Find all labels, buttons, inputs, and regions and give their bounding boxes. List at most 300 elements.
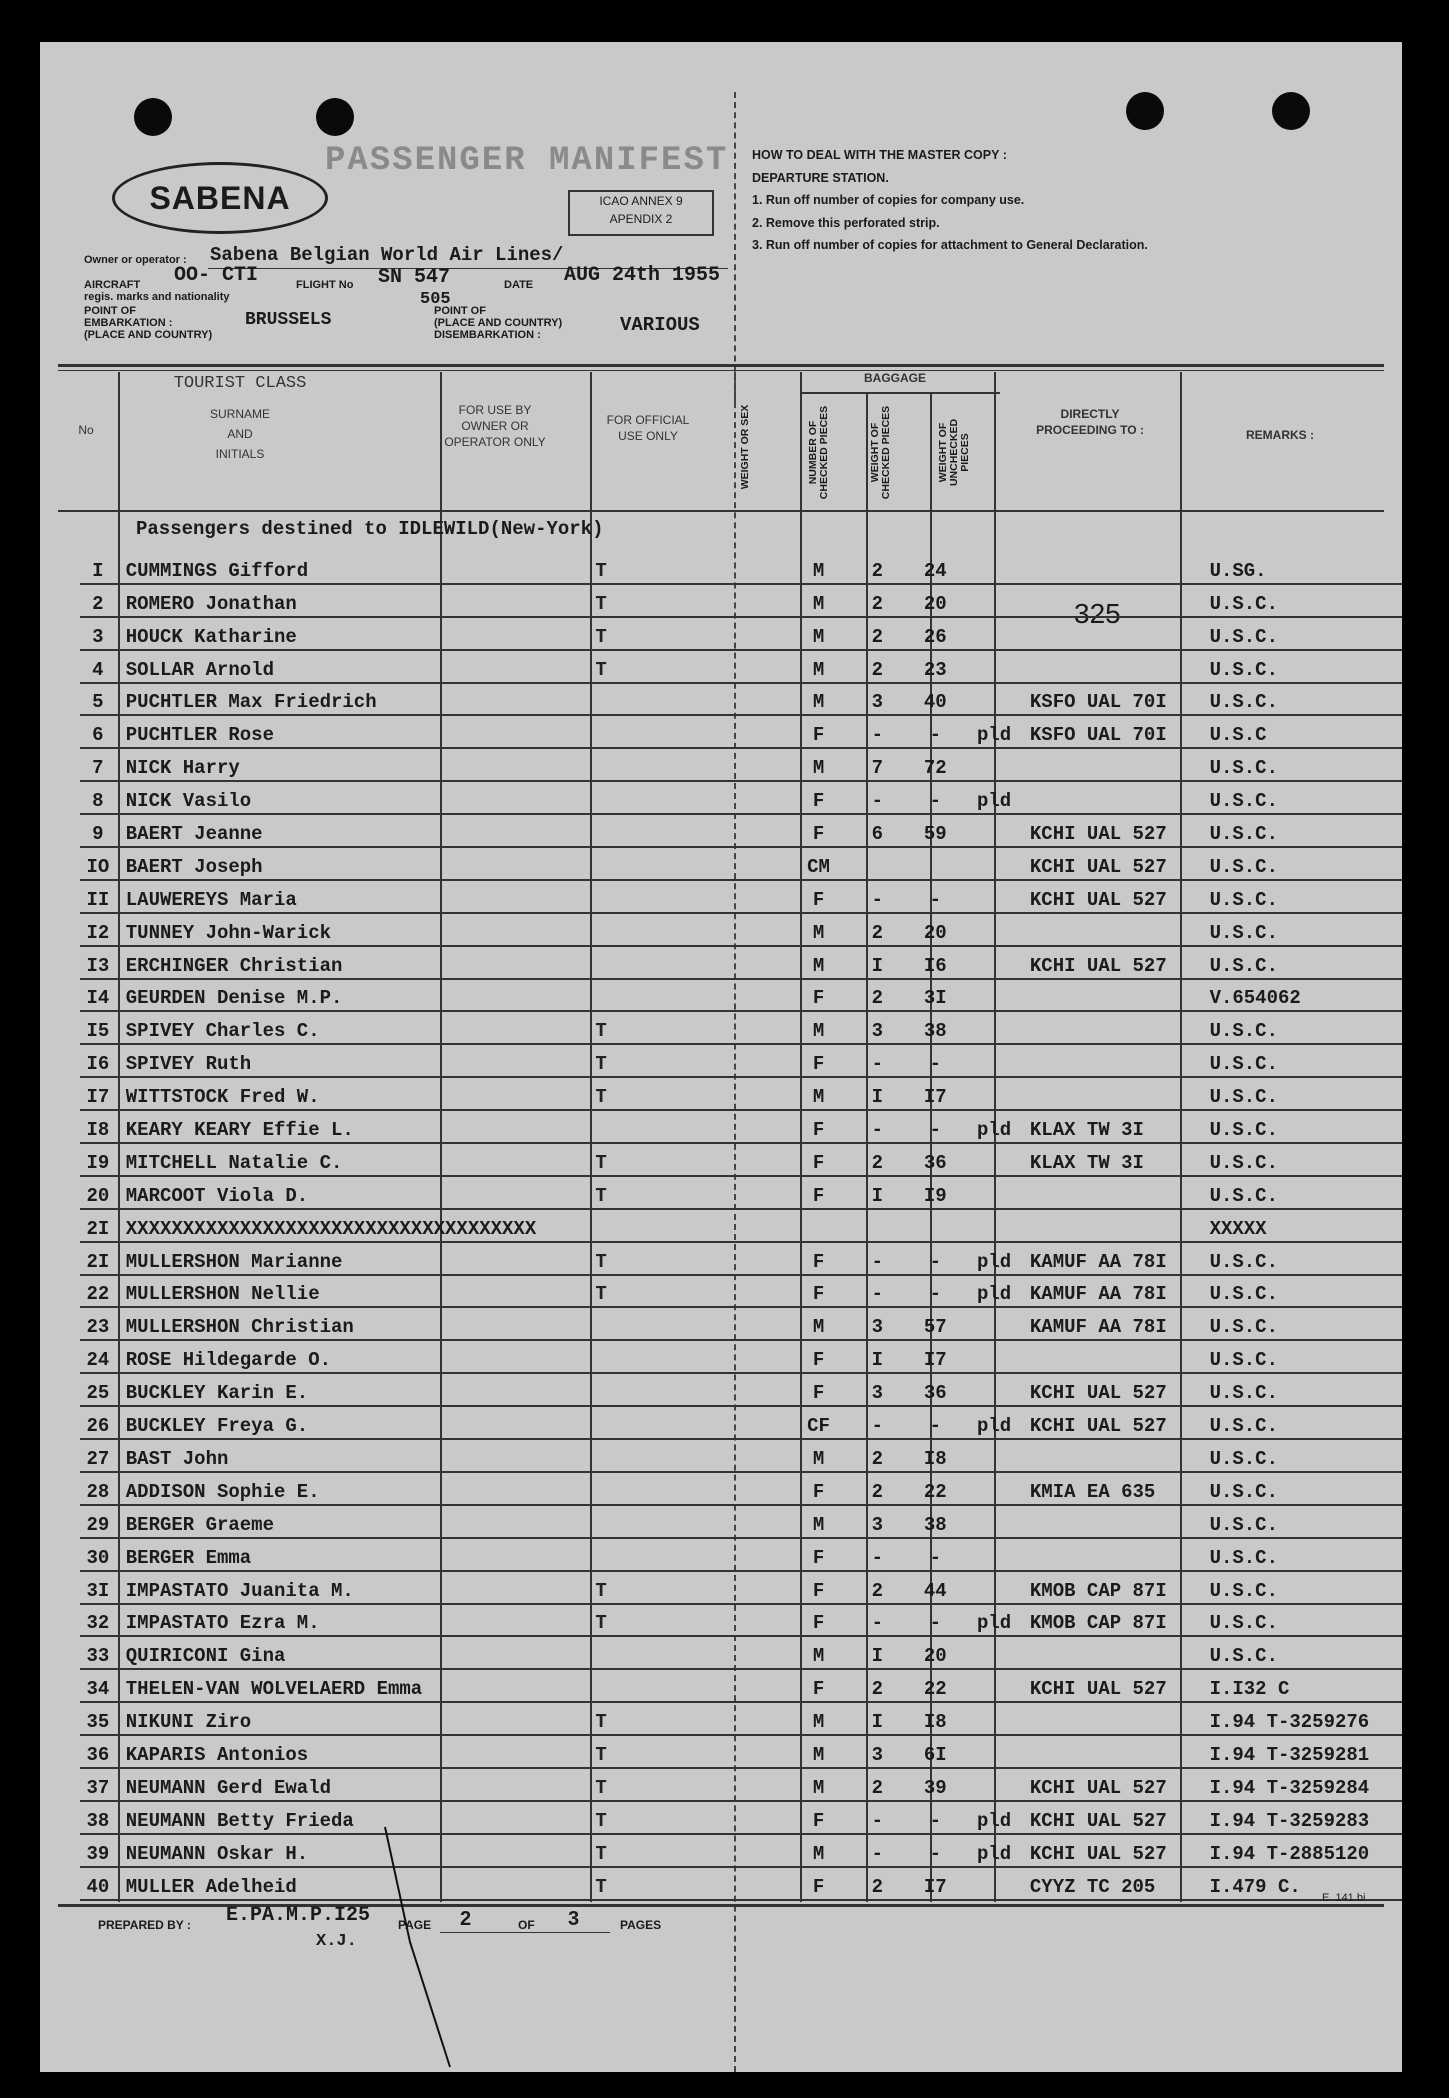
passenger-number: I9 — [80, 1143, 116, 1176]
weight-sex-cell: M — [789, 584, 849, 617]
aircraft-label: AIRCRAFT — [84, 279, 141, 291]
weight-sex-cell: F — [789, 715, 849, 748]
official-use-cell — [666, 1702, 789, 1735]
official-use-cell — [666, 979, 789, 1012]
checked-weight-cell: 38 — [906, 1505, 964, 1538]
passenger-number: 38 — [80, 1801, 116, 1834]
punch-hole-icon — [134, 98, 172, 136]
checked-weight-cell: 57 — [906, 1307, 964, 1340]
instruction-3: 3. Run off number of copies for attachment to General Declaration. — [752, 238, 1148, 252]
checked-weight-cell: - — [906, 880, 964, 913]
passenger-name: PUCHTLER Max Friedrich — [116, 683, 536, 716]
directly-proceeding-cell: KCHI UAL 527 — [1024, 880, 1204, 913]
checked-pieces-cell: 2 — [848, 913, 906, 946]
col-header-owner-use: FOR USE BY OWNER OR OPERATOR ONLY — [444, 403, 546, 449]
table-row — [80, 1801, 1402, 1834]
checked-pieces-cell: - — [848, 1801, 906, 1834]
weight-sex-cell: M — [789, 946, 849, 979]
unchecked-weight-cell: pld — [964, 1275, 1024, 1308]
checked-pieces-cell: 2 — [848, 650, 906, 683]
checked-weight-cell: - — [906, 1110, 964, 1143]
unchecked-weight-cell: pld — [964, 1604, 1024, 1637]
unchecked-weight-cell: pld — [964, 781, 1024, 814]
directly-proceeding-cell: KLAX TW 3I — [1024, 1110, 1204, 1143]
checked-weight-cell: 44 — [906, 1571, 964, 1604]
punch-hole-icon — [1126, 92, 1164, 130]
official-use-cell — [666, 1242, 789, 1275]
checked-weight-cell: I7 — [906, 1077, 964, 1110]
checked-pieces-cell: - — [848, 715, 906, 748]
unchecked-weight-cell — [964, 683, 1024, 716]
owner-use-mark: T — [536, 1571, 666, 1604]
official-use-cell — [666, 584, 789, 617]
official-use-cell — [666, 1505, 789, 1538]
table-row — [80, 683, 1402, 716]
checked-pieces-cell: - — [848, 1834, 906, 1867]
checked-pieces-cell — [848, 1209, 906, 1242]
checked-weight-cell: I7 — [906, 1340, 964, 1373]
directly-proceeding-cell — [1024, 650, 1204, 683]
checked-pieces-cell: 2 — [848, 584, 906, 617]
passenger-name: QUIRICONI Gina — [116, 1636, 536, 1669]
official-use-cell — [666, 1176, 789, 1209]
owner-use-mark: T — [536, 1867, 666, 1900]
weight-sex-cell: F — [789, 1867, 849, 1900]
directly-proceeding-cell — [1024, 584, 1204, 617]
directly-proceeding-cell: KCHI UAL 527 — [1024, 1801, 1204, 1834]
owner-use-mark — [536, 1636, 666, 1669]
remarks-cell: I.94 T-3259283 — [1204, 1801, 1402, 1834]
passenger-name: BUCKLEY Freya G. — [116, 1406, 536, 1439]
punch-hole-icon — [316, 98, 354, 136]
remarks-cell: U.S.C. — [1204, 1275, 1402, 1308]
official-use-cell — [666, 781, 789, 814]
flight-alt-value: 505 — [420, 290, 451, 309]
owner-use-mark: T — [536, 1768, 666, 1801]
passenger-number: 32 — [80, 1604, 116, 1637]
owner-use-mark: T — [536, 1801, 666, 1834]
owner-use-mark: T — [536, 1735, 666, 1768]
passenger-name: NICK Harry — [116, 748, 536, 781]
checked-pieces-cell: - — [848, 1275, 906, 1308]
directly-proceeding-cell: KAMUF AA 78I — [1024, 1307, 1204, 1340]
unchecked-weight-cell — [964, 1077, 1024, 1110]
checked-weight-cell — [906, 847, 964, 880]
passenger-number: 3 — [80, 617, 116, 650]
table-row — [80, 1110, 1402, 1143]
weight-sex-cell: M — [789, 1011, 849, 1044]
owner-use-mark — [536, 1340, 666, 1373]
remarks-cell: U.S.C. — [1204, 1143, 1402, 1176]
owner-use-mark: T — [536, 1275, 666, 1308]
table-row — [80, 1143, 1402, 1176]
remarks-cell: U.S.C. — [1204, 814, 1402, 847]
weight-sex-cell: F — [789, 1604, 849, 1637]
weight-sex-cell: M — [789, 650, 849, 683]
unchecked-weight-cell — [964, 1636, 1024, 1669]
passenger-name: MULLERSHON Marianne — [116, 1242, 536, 1275]
passenger-number: I5 — [80, 1011, 116, 1044]
checked-pieces-cell: 2 — [848, 1571, 906, 1604]
passenger-number: I — [80, 552, 116, 584]
table-row — [80, 1472, 1402, 1505]
owner-use-mark: T — [536, 552, 666, 584]
table-row — [80, 1604, 1402, 1637]
prepared-value: E.PA.M.P.I25 — [226, 1904, 371, 1927]
official-use-cell — [666, 814, 789, 847]
date-value: AUG 24th 1955 — [564, 264, 721, 287]
header-bottom-rule — [58, 510, 1384, 512]
table-top-rule — [58, 364, 1384, 367]
checked-pieces-cell: 2 — [848, 617, 906, 650]
table-row — [80, 715, 1402, 748]
official-use-cell — [666, 1307, 789, 1340]
col-header-and: AND — [227, 427, 253, 441]
checked-weight-cell: - — [906, 715, 964, 748]
checked-weight-cell: I8 — [906, 1439, 964, 1472]
passenger-number: IO — [80, 847, 116, 880]
table-row — [80, 847, 1402, 880]
remarks-cell: I.94 T-3259276 — [1204, 1702, 1402, 1735]
owner-use-mark: T — [536, 650, 666, 683]
passenger-number: 27 — [80, 1439, 116, 1472]
table-row — [80, 1275, 1402, 1308]
annex-line-2: APENDIX 2 — [609, 212, 673, 226]
checked-pieces-cell: 3 — [848, 1505, 906, 1538]
flight-label: FLIGHT No — [296, 279, 354, 291]
official-use-cell — [666, 1439, 789, 1472]
weight-sex-cell: M — [789, 1702, 849, 1735]
table-row — [80, 617, 1402, 650]
passenger-number: II — [80, 880, 116, 913]
passenger-number: 2I — [80, 1209, 116, 1242]
directly-proceeding-cell — [1024, 1077, 1204, 1110]
passenger-name: SPIVEY Charles C. — [116, 1011, 536, 1044]
weight-sex-cell — [789, 1209, 849, 1242]
checked-weight-cell: 36 — [906, 1373, 964, 1406]
unchecked-weight-cell — [964, 748, 1024, 781]
col-header-no: No — [78, 423, 94, 437]
remarks-cell: V.654062 — [1204, 979, 1402, 1012]
passenger-name: NEUMANN Gerd Ewald — [116, 1768, 536, 1801]
directly-proceeding-cell: KCHI UAL 527 — [1024, 1768, 1204, 1801]
unchecked-weight-cell: pld — [964, 1801, 1024, 1834]
official-use-cell — [666, 1669, 789, 1702]
weight-sex-cell: M — [789, 748, 849, 781]
passenger-number: 24 — [80, 1340, 116, 1373]
remarks-cell: U.S.C. — [1204, 1406, 1402, 1439]
unchecked-weight-cell — [964, 1373, 1024, 1406]
official-use-cell — [666, 748, 789, 781]
of-label: OF — [518, 1918, 535, 1932]
owner-label: Owner or operator : — [84, 254, 187, 266]
directly-proceeding-cell — [1024, 979, 1204, 1012]
directly-proceeding-cell: KCHI UAL 527 — [1024, 1834, 1204, 1867]
col-header-directly: DIRECTLY PROCEEDING TO : — [1036, 407, 1144, 437]
owner-use-mark — [536, 1307, 666, 1340]
passenger-name: HOUCK Katharine — [116, 617, 536, 650]
unchecked-weight-cell: pld — [964, 1834, 1024, 1867]
prepared-label: PREPARED BY : — [98, 1918, 191, 1932]
disembark-label-3: DISEMBARKATION : — [434, 329, 541, 341]
page-title: PASSENGER MANIFEST — [325, 142, 729, 180]
checked-weight-cell: - — [906, 1406, 964, 1439]
official-use-cell — [666, 1340, 789, 1373]
passenger-name: CUMMINGS Gifford — [116, 552, 536, 584]
directly-proceeding-cell — [1024, 1439, 1204, 1472]
owner-use-mark — [536, 1373, 666, 1406]
passenger-number: 20 — [80, 1176, 116, 1209]
official-use-cell — [666, 1044, 789, 1077]
remarks-cell: U.S.C. — [1204, 1110, 1402, 1143]
official-use-cell — [666, 880, 789, 913]
table-row — [80, 1439, 1402, 1472]
directly-proceeding-cell — [1024, 1011, 1204, 1044]
passenger-name: ROSE Hildegarde O. — [116, 1340, 536, 1373]
official-use-cell — [666, 1472, 789, 1505]
remarks-cell: U.S.C. — [1204, 1340, 1402, 1373]
table-row — [80, 1077, 1402, 1110]
passenger-number: 5 — [80, 683, 116, 716]
col-header-baggage: BAGGAGE — [863, 371, 926, 385]
unchecked-weight-cell — [964, 1505, 1024, 1538]
passenger-number: 2I — [80, 1242, 116, 1275]
aircraft-value: OO- CTI — [174, 264, 259, 287]
checked-pieces-cell: 2 — [848, 1669, 906, 1702]
checked-pieces-cell: - — [848, 1110, 906, 1143]
official-use-cell — [666, 946, 789, 979]
owner-use-mark — [536, 715, 666, 748]
unchecked-weight-cell — [964, 1702, 1024, 1735]
passenger-number: I8 — [80, 1110, 116, 1143]
passenger-number: 9 — [80, 814, 116, 847]
weight-sex-cell: F — [789, 1110, 849, 1143]
directly-proceeding-cell — [1024, 1702, 1204, 1735]
owner-use-mark: T — [536, 1011, 666, 1044]
passenger-name: IMPASTATO Ezra M. — [116, 1604, 536, 1637]
checked-weight-cell: 59 — [906, 814, 964, 847]
owner-use-mark: T — [536, 1702, 666, 1735]
remarks-cell: U.S.C. — [1204, 781, 1402, 814]
baggage-rule — [800, 392, 1000, 394]
passenger-number: 36 — [80, 1735, 116, 1768]
weight-sex-cell: F — [789, 1143, 849, 1176]
official-use-cell — [666, 913, 789, 946]
passenger-number: 30 — [80, 1538, 116, 1571]
directly-proceeding-cell — [1024, 1538, 1204, 1571]
checked-pieces-cell: 2 — [848, 1867, 906, 1900]
passenger-number: 39 — [80, 1834, 116, 1867]
weight-sex-cell: F — [789, 781, 849, 814]
passenger-name: GEURDEN Denise M.P. — [116, 979, 536, 1012]
checked-pieces-cell: 7 — [848, 748, 906, 781]
directly-proceeding-cell: KMOB CAP 87I — [1024, 1604, 1204, 1637]
unchecked-weight-cell — [964, 1669, 1024, 1702]
directly-proceeding-cell — [1024, 552, 1204, 584]
passenger-name: ADDISON Sophie E. — [116, 1472, 536, 1505]
unchecked-weight-cell — [964, 913, 1024, 946]
directly-proceeding-cell: KMOB CAP 87I — [1024, 1571, 1204, 1604]
owner-use-mark — [536, 1472, 666, 1505]
passenger-name: TUNNEY John-Warick — [116, 913, 536, 946]
owner-use-mark — [536, 913, 666, 946]
annotation-325: 325 — [1074, 598, 1121, 629]
owner-use-mark — [536, 1439, 666, 1472]
checked-weight-cell: - — [906, 1604, 964, 1637]
passenger-number: I4 — [80, 979, 116, 1012]
owner-use-mark — [536, 880, 666, 913]
table-row — [80, 1768, 1402, 1801]
checked-pieces-cell: 2 — [848, 979, 906, 1012]
checked-pieces-cell: 2 — [848, 1143, 906, 1176]
owner-use-mark — [536, 1538, 666, 1571]
official-use-cell — [666, 1011, 789, 1044]
remarks-cell: U.S.C. — [1204, 1307, 1402, 1340]
passenger-name: PUCHTLER Rose — [116, 715, 536, 748]
unchecked-weight-cell: pld — [964, 1406, 1024, 1439]
disembark-label-1: POINT OF — [434, 305, 486, 317]
weight-sex-cell: M — [789, 683, 849, 716]
table-top-rule-2 — [58, 370, 1384, 371]
embark-label-1: POINT OF — [84, 305, 136, 317]
table-row — [80, 913, 1402, 946]
unchecked-weight-cell — [964, 946, 1024, 979]
instructions-title: HOW TO DEAL WITH THE MASTER COPY : — [752, 148, 1007, 162]
remarks-cell: U.S.C. — [1204, 946, 1402, 979]
passenger-name: BAERT Joseph — [116, 847, 536, 880]
passenger-number: 22 — [80, 1275, 116, 1308]
flight-value: SN 547 — [378, 266, 451, 289]
checked-weight-cell: 3I — [906, 979, 964, 1012]
weight-sex-cell: M — [789, 1307, 849, 1340]
passenger-number: 29 — [80, 1505, 116, 1538]
owner-use-mark: T — [536, 1143, 666, 1176]
official-use-cell — [666, 1275, 789, 1308]
official-use-cell — [666, 1406, 789, 1439]
table-row — [80, 1538, 1402, 1571]
perforation-line — [734, 92, 736, 402]
form-code: E. 141 bi — [1322, 1892, 1366, 1904]
checked-pieces-cell: 3 — [848, 1011, 906, 1044]
disembark-value: VARIOUS — [620, 314, 700, 336]
unchecked-weight-cell: pld — [964, 715, 1024, 748]
directly-proceeding-cell: KCHI UAL 527 — [1024, 1669, 1204, 1702]
table-row — [80, 814, 1402, 847]
logo-text: SABENA — [149, 179, 291, 216]
weight-sex-cell: M — [789, 913, 849, 946]
pen-stroke-icon — [380, 1822, 460, 2072]
passenger-name: NICK Vasilo — [116, 781, 536, 814]
checked-pieces-cell: 2 — [848, 552, 906, 584]
manifest-page — [40, 42, 1402, 2072]
checked-weight-cell: I8 — [906, 1702, 964, 1735]
checked-weight-cell: 22 — [906, 1669, 964, 1702]
remarks-cell: U.SG. — [1204, 552, 1402, 584]
unchecked-weight-cell — [964, 552, 1024, 584]
owner-use-mark: T — [536, 1176, 666, 1209]
remarks-cell: U.S.C. — [1204, 1044, 1402, 1077]
weight-sex-cell: F — [789, 1340, 849, 1373]
instructions-sub: DEPARTURE STATION. — [752, 170, 889, 185]
remarks-cell: U.S.C. — [1204, 748, 1402, 781]
owner-use-mark — [536, 683, 666, 716]
table-row — [80, 1011, 1402, 1044]
table-row — [80, 650, 1402, 683]
passenger-name: BAST John — [116, 1439, 536, 1472]
embark-value: BRUSSELS — [245, 310, 332, 330]
directly-proceeding-cell — [1024, 1176, 1204, 1209]
passenger-number: 25 — [80, 1373, 116, 1406]
checked-pieces-cell: I — [848, 946, 906, 979]
col-header-weight-checked: WEIGHT OF CHECKED PIECES — [869, 405, 892, 500]
owner-use-mark — [536, 979, 666, 1012]
checked-pieces-cell: - — [848, 1538, 906, 1571]
of-value: 3 — [568, 1908, 580, 1930]
directly-proceeding-cell: KMIA EA 635 — [1024, 1472, 1204, 1505]
checked-weight-cell: - — [906, 1242, 964, 1275]
weight-sex-cell: F — [789, 1571, 849, 1604]
owner-use-mark — [536, 1669, 666, 1702]
passenger-name: MULLER Adelheid — [116, 1867, 536, 1900]
passenger-name: THELEN-VAN WOLVELAERD Emma — [116, 1669, 536, 1702]
unchecked-weight-cell — [964, 1011, 1024, 1044]
checked-weight-cell: 72 — [906, 748, 964, 781]
official-use-cell — [666, 1834, 789, 1867]
unchecked-weight-cell — [964, 979, 1024, 1012]
passenger-name: XXXXXXXXXXXXXXXXXXXXXXXXXXXXXXXXXXXX — [116, 1209, 536, 1242]
checked-pieces-cell: 3 — [848, 1373, 906, 1406]
checked-weight-cell: - — [906, 1044, 964, 1077]
table-row — [80, 979, 1402, 1012]
passenger-name: NIKUNI Ziro — [116, 1702, 536, 1735]
unchecked-weight-cell — [964, 1472, 1024, 1505]
checked-pieces-cell: - — [848, 1406, 906, 1439]
checked-weight-cell — [906, 1209, 964, 1242]
remarks-cell: U.S.C. — [1204, 1604, 1402, 1637]
passenger-name: BERGER Emma — [116, 1538, 536, 1571]
unchecked-weight-cell — [964, 1340, 1024, 1373]
official-use-cell — [666, 650, 789, 683]
weight-sex-cell: M — [789, 1077, 849, 1110]
official-use-cell — [666, 1209, 789, 1242]
unchecked-weight-cell: pld — [964, 1242, 1024, 1275]
checked-pieces-cell: 2 — [848, 1439, 906, 1472]
passenger-name: BUCKLEY Karin E. — [116, 1373, 536, 1406]
col-header-num-checked: NUMBER OF CHECKED PIECES — [807, 405, 830, 500]
weight-sex-cell: F — [789, 1176, 849, 1209]
unchecked-weight-cell: pld — [964, 1110, 1024, 1143]
official-use-cell — [666, 1143, 789, 1176]
checked-weight-cell: 6I — [906, 1735, 964, 1768]
checked-weight-cell: I7 — [906, 1867, 964, 1900]
owner-use-mark: T — [536, 584, 666, 617]
weight-sex-cell: F — [789, 1801, 849, 1834]
unchecked-weight-cell — [964, 814, 1024, 847]
page-label: PAGE — [398, 1918, 432, 1932]
weight-sex-cell: F — [789, 1373, 849, 1406]
directly-proceeding-cell: KCHI UAL 527 — [1024, 946, 1204, 979]
directly-proceeding-cell: KCHI UAL 527 — [1024, 1406, 1204, 1439]
weight-sex-cell: F — [789, 1242, 849, 1275]
weight-sex-cell: F — [789, 880, 849, 913]
punch-hole-icon — [1272, 92, 1310, 130]
weight-sex-cell: F — [789, 1538, 849, 1571]
owner-use-mark — [536, 946, 666, 979]
owner-use-mark: T — [536, 617, 666, 650]
remarks-cell: U.S.C. — [1204, 1077, 1402, 1110]
weight-sex-cell: M — [789, 617, 849, 650]
remarks-cell: U.S.C. — [1204, 913, 1402, 946]
